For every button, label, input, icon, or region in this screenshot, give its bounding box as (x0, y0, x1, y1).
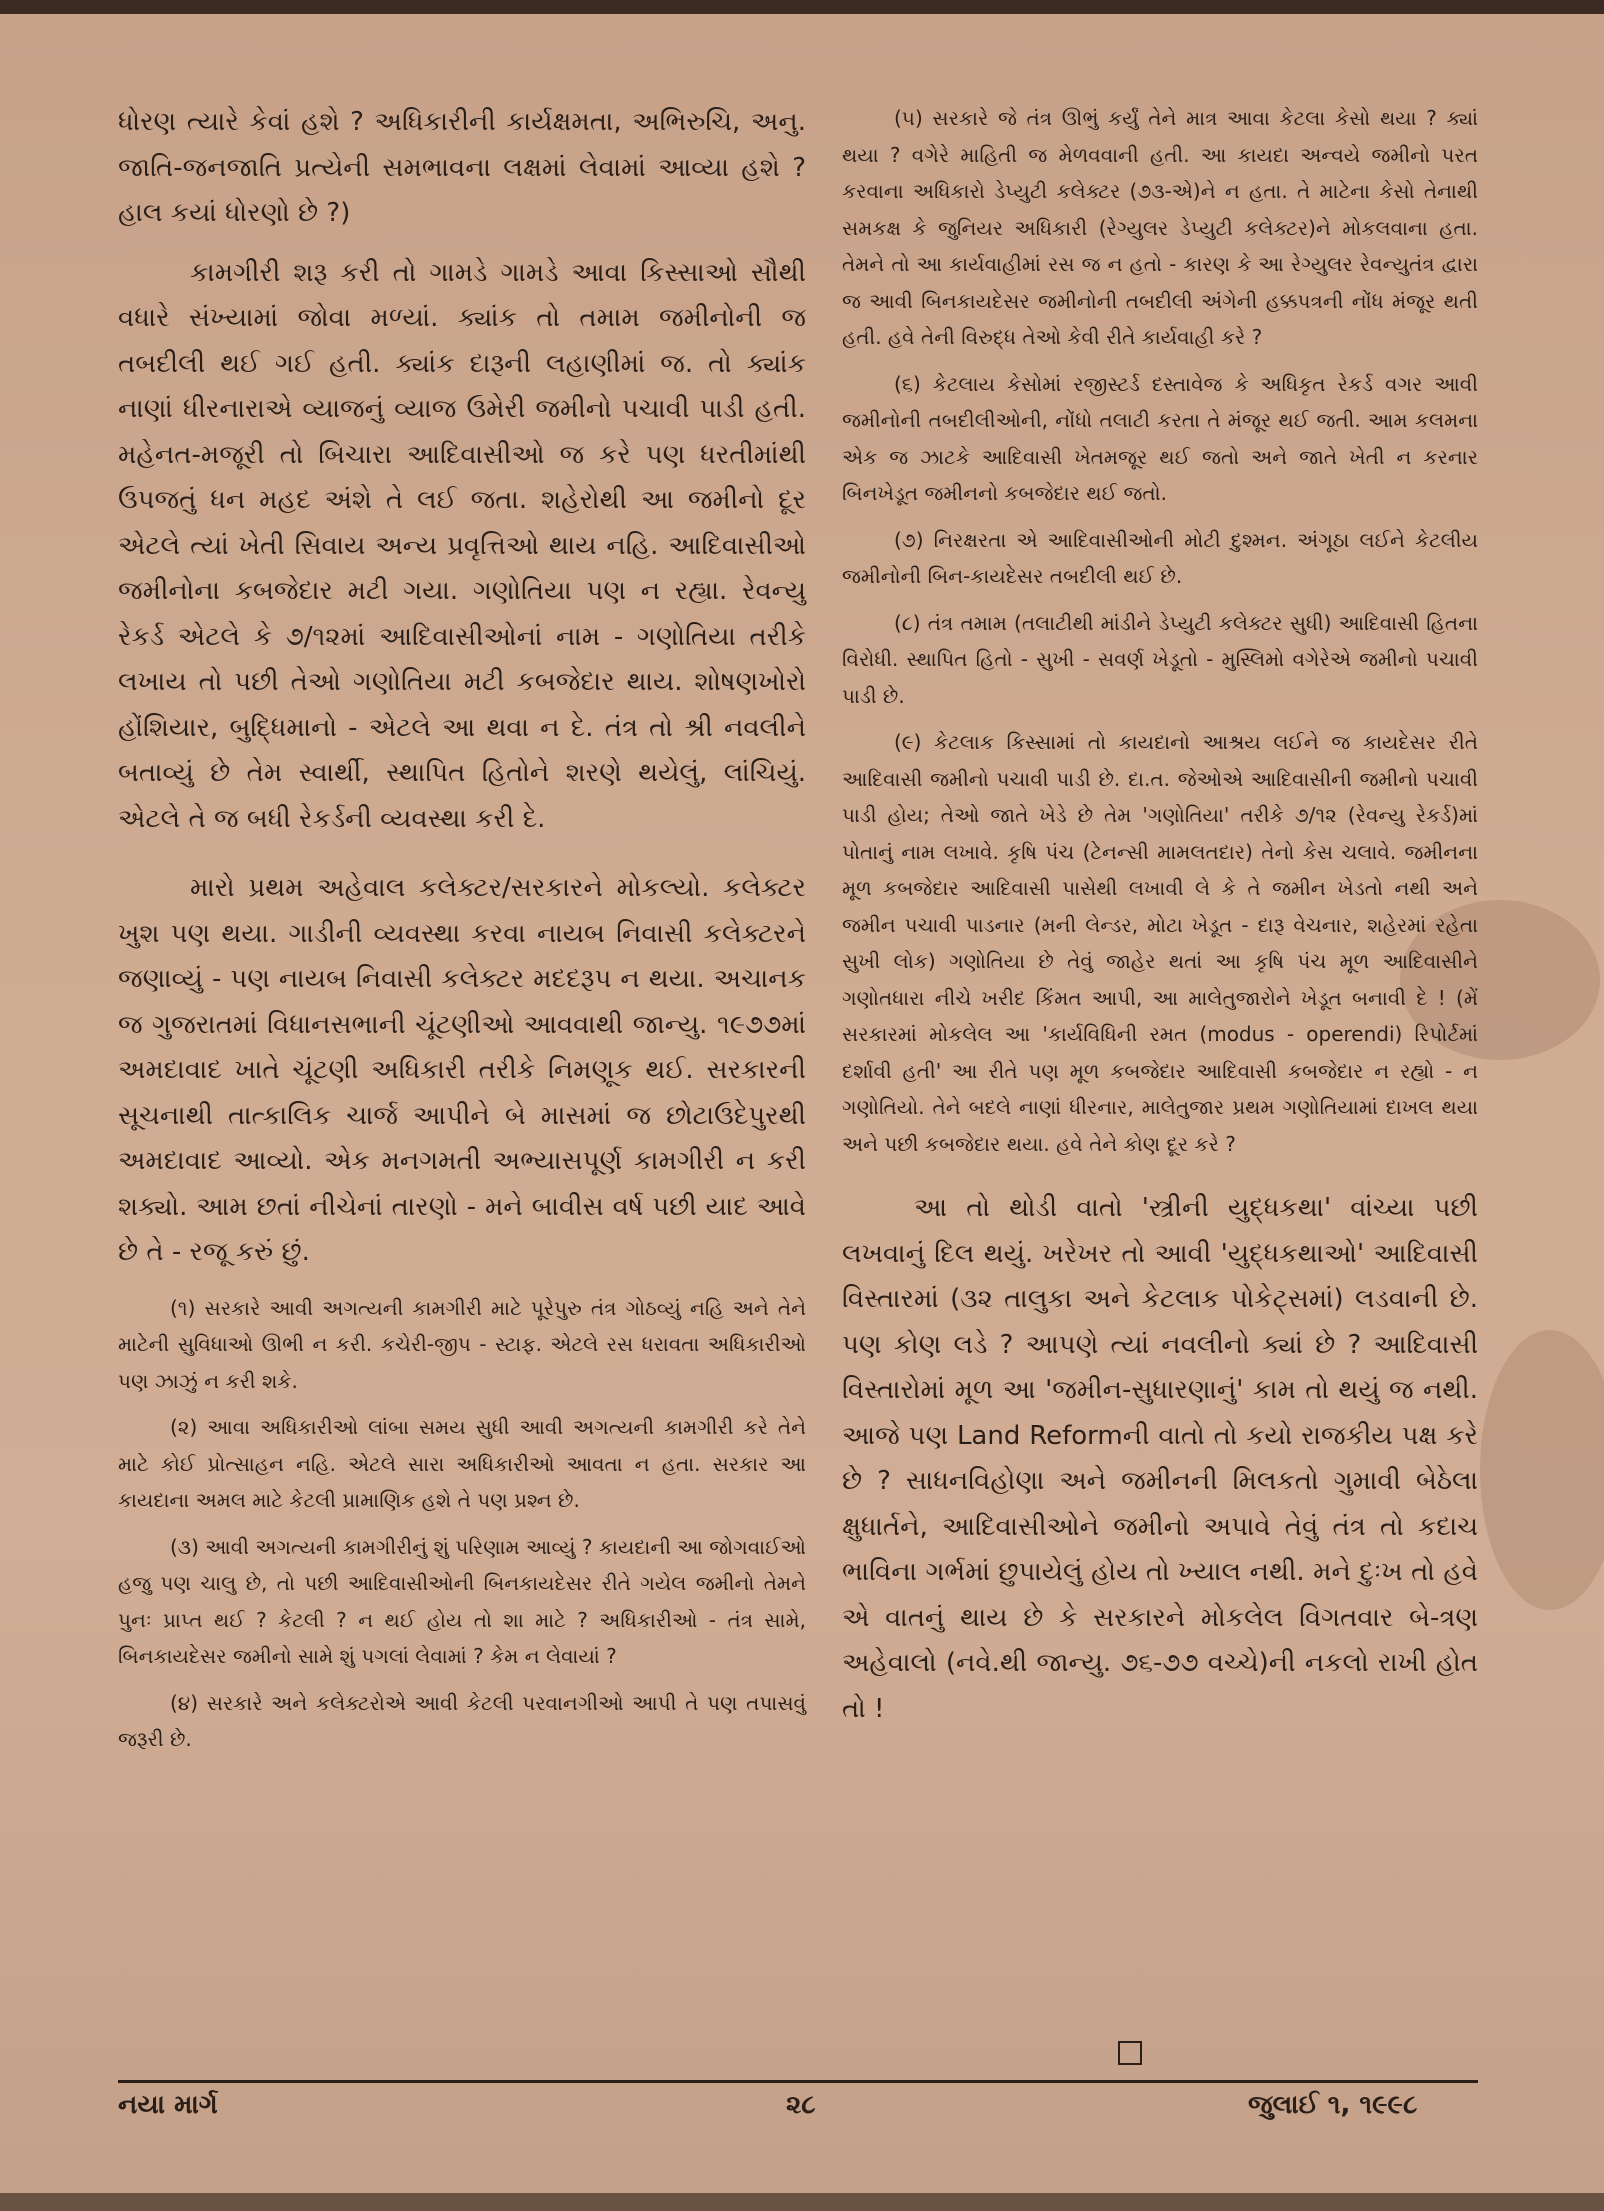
paper-stain (1480, 1330, 1604, 1610)
finding-7: (૭) નિરક્ષરતા એ આદિવાસીઓની મોટી દુશ્મન. અંગૂઠા લઈને કેટલીય જમીનોની બિન-કાયદેસર તબદીલી થઈ છે. (842, 527, 1478, 588)
finding-4: (૪) સરકારે અને કલેક્ટરોએ આવી કેટલી પરવાનગીઓ આપી તે પણ તપાસવું જરૂરી છે. (118, 1690, 806, 1751)
finding-9: (૯) કેટલાક કિસ્સામાં તો કાયદાનો આશ્રય લઈને જ કાયદેસર રીતે આદિવાસી જમીનો પચાવી પાડી છે. દા.ત. જેઓએ આદિવાસીની જમીનો પચાવી પાડી હોય; તેઓ જાતે ખેડે છે તેમ 'ગણોતિયા' તરીકે ૭/૧૨ (રેવન્યુ રેકર્ડ)માં પોતાનું નામ લખાવે. કૃષિ પંચ (ટેનન્સી મામલતદાર) તેનો કેસ ચલાવે. જમીનના મૂળ કબજેદાર આદિવાસી પાસેથી લખાવી લે કે તે જમીન ખેડતો નથી અને જમીન પચાવી પાડનાર (મની લેન્ડર, મોટા ખેડૂત - દારૂ વેચનાર, શહેરમાં રહેતા સુખી લોક) ગણોતિયા છે તેવું જાહેર થતાં આ કૃષિ પંચ મૂળ આદિવાસીને ગણોતધારા નીચે ખરીદ કિંમત આપી, આ માલેતુજારોને ખેડૂત બનાવી દે ! (મેં સરકારમાં મોકલેલ આ 'કાર્યવિધિની રમત (modus - operendi) રિપોર્ટમાં દર્શાવી હતી' આ રીતે પણ મૂળ કબજેદાર આદિવાસી કબજેદાર ન રહ્યો - ન ગણોતિયો. તેને બદલે નાણાં ધીરનાર, માલેતુજાર પ્રથમ ગણોતિયામાં દાખલ થયા અને પછી કબજેદાર થયા. હવે તેને કોણ દૂર કરે ? (842, 730, 1478, 1156)
bottom-edge (0, 2193, 1604, 2211)
paragraph-field-work: કામગીરી શરૂ કરી તો ગામડે ગામડે આવા કિસ્સાઓ સૌથી વધારે સંખ્યામાં જોવા મળ્યાં. ક્યાંક તો તમામ જમીનોની જ તબદીલી થઈ ગઈ હતી. ક્યાંક દારૂની લહાણીમાં જ. તો ક્યાંક નાણાં ધીરનારાએ વ્યાજનું વ્યાજ ઉમેરી જમીનો પચાવી પાડી હતી. મહેનત-મજૂરી તો બિચારા આદિવાસીઓ જ કરે પણ ધરતીમાંથી ઉપજતું ધન મહદ અંશે તે લઈ જતા. શહેરોથી આ જમીનો દૂર એટલે ત્યાં ખેતી સિવાય અન્ય પ્રવૃત્તિઓ થાય નહિ. આદિવાસીઓ જમીનોના કબજેદાર મટી ગયા. ગણોતિયા પણ ન રહ્યા. રેવન્યુ રેકર્ડ એટલે કે ૭/૧૨માં આદિવાસીઓનાં નામ - ગણોતિયા તરીકે લખાય તો પછી તેઓ ગણોતિયા મટી કબજેદાર થાય. શોષણખોરો હોંશિયાર, બુદ્ધિમાનો - એટલે આ થવા ન દે. તંત્ર તો શ્રી નવલીને બતાવ્યું છે તેમ સ્વાર્થી, સ્થાપિત હિતોને શરણે થયેલું, લાંચિયું. એટલે તે જ બધી રેકર્ડની વ્યવસ્થા કરી દે. (118, 257, 806, 834)
footer-rule (118, 2080, 1478, 2083)
paragraph-opening: ધોરણ ત્યારે કેવાં હશે ? અધિકારીની કાર્યક્ષમતા, અભિરુચિ, અનુ. જાતિ-જનજાતિ પ્રત્યેની સમભાવના લક્ષમાં લેવામાં આવ્યા હશે ? હાલ કયાં ધોરણો છે ?) (118, 107, 806, 228)
finding-1: (૧) સરકારે આવી અગત્યની કામગીરી માટે પૂરેપુરુ તંત્ર ગોઠવ્યું નહિ અને તેને માટેની સુવિધાઓ ઊભી ન કરી. કચેરી-જીપ - સ્ટાફ. એટલે રસ ધરાવતા અધિકારીઓ પણ ઝાઝું ન કરી શકે. (118, 1295, 806, 1393)
finding-2: (૨) આવા અધિકારીઓ લાંબા સમય સુધી આવી અગત્યની કામગીરી કરે તેને માટે કોઈ પ્રોત્સાહન નહિ. એટલે સારા અધિકારીઓ આવતા ન હતા. સરકાર આ કાયદાના અમલ માટે કેટલી પ્રામાણિક હશે તે પણ પ્રશ્ન છે. (118, 1415, 806, 1512)
finding-3: (૩) આવી અગત્યની કામગીરીનું શું પરિણામ આવ્યું ? કાયદાની આ જોગવાઈઓ હજુ પણ ચાલુ છે, તો પછી આદિવાસીઓની બિનકાયદેસર રીતે ગયેલ જમીનો તેમને પુનઃ પ્રાપ્ત થઈ ? કેટલી ? ન થઈ હોય તો શા માટે ? અધિકારીઓ - તંત્ર સામે, બિનકાયદેસર જમીનો સામે શું પગલાં લેવામાં ? કેમ ન લેવાયાં ? (118, 1534, 806, 1668)
footer-date: જુલાઈ ૧, ૧૯૯૮ (1248, 2090, 1418, 2120)
end-of-article-box-icon (1118, 2041, 1142, 2065)
top-edge (0, 0, 1604, 14)
finding-5: (૫) સરકારે જે તંત્ર ઊભું કર્યું તેને માત્ર આવા કેટલા કેસો થયા ? ક્યાં થયા ? વગેરે માહિતી જ મેળવવાની હતી. આ કાયદા અન્વયે જમીનો પરત કરવાના અધિકારો ડેપ્યુટી કલેક્ટર (૭૩-એ)ને ન હતા. તે માટેના કેસો તેનાથી સમકક્ષ કે જુનિયર અધિકારી (રેગ્યુલર ડેપ્યુટી કલેક્ટર)ને મોકલવાના હતા. તેમને તો આ કાર્યવાહીમાં રસ જ ન હતો - કારણ કે આ રેગ્યુલર રેવન્યુતંત્ર દ્વારા જ આવી બિનકાયદેસર જમીનોની તબદીલી અંગેની હક્કપત્રની નોંધ મંજૂર થતી હતી. હવે તેની વિરુદ્ધ તેઓ કેવી રીતે કાર્યવાહી કરે ? (842, 106, 1478, 349)
footer-magazine-name: નયા માર્ગ (118, 2090, 218, 2120)
paragraph-first-report: મારો પ્રથમ અહેવાલ કલેક્ટર/સરકારને મોકલ્યો. કલેક્ટર ખુશ પણ થયા. ગાડીની વ્યવસ્થા કરવા નાયબ નિવાસી કલેક્ટરને જણાવ્યું - પણ નાયબ નિવાસી કલેક્ટર મદદરૂપ ન થયા. અચાનક જ ગુજરાતમાં વિધાનસભાની ચૂંટણીઓ આવવાથી જાન્યુ. ૧૯૭૭માં અમદાવાદ ખાતે ચૂંટણી અધિકારી તરીકે નિમણૂક થઈ. સરકારની સૂચનાથી તાત્કાલિક ચાર્જ આપીને બે માસમાં જ છોટાઉદેપુરથી અમદાવાદ આવ્યો. એક મનગમતી અભ્યાસપૂર્ણ કામગીરી ન કરી શક્યો. આમ છતાં નીચેનાં તારણો - મને બાવીસ વર્ષ પછી યાદ આવે છે તે - રજૂ કરું છું. (118, 873, 806, 1267)
left-column (118, 100, 806, 1758)
finding-8: (૮) તંત્ર તમામ (તલાટીથી માંડીને ડેપ્યુટી કલેક્ટર સુધી) આદિવાસી હિતના વિરોધી. સ્થાપિત હિતો - સુખી - સવર્ણ ખેડૂતો - મુસ્લિમો વગેરેએ જમીનો પચાવી પાડી છે. (842, 610, 1478, 708)
finding-6: (૬) કેટલાય કેસોમાં રજીસ્ટર્ડ દસ્તાવેજ કે અધિકૃત રેકર્ડ વગર આવી જમીનોની તબદીલીઓની, નોંધો તલાટી કરતા તે મંજૂર થઈ જતી. આમ કલમના એક જ ઝાટકે આદિવાસી ખેતમજૂર થઈ જતો અને જાતે ખેતી ન કરનાર બિનખેડૂત જમીનનો કબજેદાર થઈ જતો. (842, 371, 1478, 505)
footer-page-number: ૨૮ (786, 2090, 816, 2120)
paragraph-closing: આ તો થોડી વાતો 'સ્ત્રીની યુદ્ધકથા' વાંચ્યા પછી લખવાનું દિલ થયું. ખરેખર તો આવી 'યુદ્ધકથાઓ' આદિવાસી વિસ્તારમાં (૩૨ તાલુકા અને કેટલાક પોકેટ્સમાં) લડવાની છે. પણ કોણ લડે ? આપણે ત્યાં નવલીનો ક્યાં છે ? આદિવાસી વિસ્તારોમાં મૂળ આ 'જમીન-સુધારણાનું' કામ તો થયું જ નથી. આજે પણ Land Reformની વાતો તો કયો રાજકીય પક્ષ કરે છે ? સાધનવિહોણા અને જમીનની મિલકતો ગુમાવી બેઠેલા ક્ષુધાર્તને, આદિવાસીઓને જમીનો અપાવે તેવું તંત્ર તો કદાચ ભાવિના ગર્ભમાં છુપાયેલું હોય તો ખ્યાલ નથી. મને દુઃખ તો હવે એ વાતનું થાય છે કે સરકારને મોકલેલ વિગતવાર બે-ત્રણ અહેવાલો (નવે.થી જાન્યુ. ૭૬-૭૭ વચ્ચે)ની નકલો રાખી હોત તો ! (842, 1193, 1478, 1724)
right-column (842, 100, 1478, 1732)
